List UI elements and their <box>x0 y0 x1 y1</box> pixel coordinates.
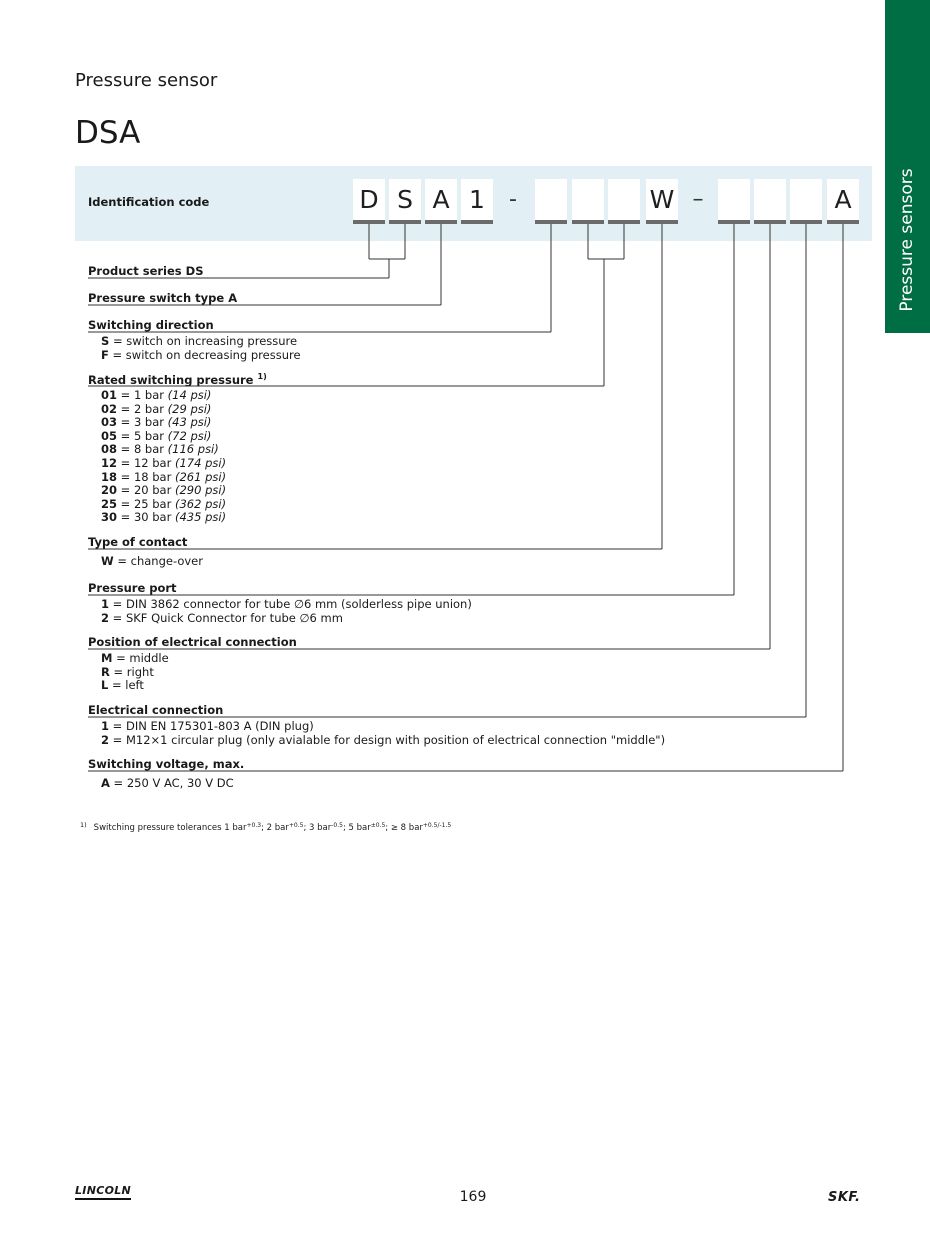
contact-type-list <box>101 555 203 569</box>
page-title: DSA <box>75 115 141 151</box>
code-separator-2: – <box>692 187 704 212</box>
list-item: 2 = M12×1 circular plug (only avialable for design with position of electrical connection "middle") <box>101 732 666 747</box>
code-box-12: A <box>827 179 859 224</box>
list-item: 25 = 25 bar (362 psi) <box>101 496 227 511</box>
footnote: $^{1)}$ Switching pressure tolerances 1 bar$^{+0.3}$; 2 bar$^{+0.5}$; 3 bar$^{-0.5}$; 5 bar$^{\pm 0.5}$; ≥ 8 bar$^{+0.5/-1.5}$ <box>80 821 452 833</box>
connection-position-list <box>101 652 169 693</box>
list-item: A = 250 V AC, 30 V DC <box>101 776 234 790</box>
list-item: 30 = 30 bar (435 psi) <box>101 510 227 525</box>
lincoln-logo: LINCOLN <box>75 1185 131 1200</box>
list-item: 01 = 1 bar (14 psi) <box>101 388 212 402</box>
code-box-1: D <box>353 179 385 224</box>
electrical-connection-list <box>101 720 665 747</box>
switch-type-heading: Pressure switch type A <box>88 291 238 305</box>
pressure-port-heading: Pressure port <box>88 581 177 595</box>
code-box-2: S <box>389 179 421 224</box>
list-item: S = switch on increasing pressure <box>101 334 298 348</box>
page-subtitle: Pressure sensor <box>75 70 218 91</box>
list-item: 2 = SKF Quick Connector for tube ∅6 mm <box>101 610 343 625</box>
pressure-port-list <box>101 598 472 625</box>
identification-code-label: Identification code <box>88 195 210 209</box>
list-item: F = switch on decreasing pressure <box>101 347 301 362</box>
list-item: 1 = DIN EN 175301-803 A (DIN plug) <box>101 719 314 733</box>
skf-logo: SKF. <box>828 1190 861 1205</box>
code-box-8: W <box>646 179 678 224</box>
footnote-reference: 1) <box>257 372 267 381</box>
switching-direction-heading: Switching direction <box>88 318 214 332</box>
code-box-3: A <box>425 179 457 224</box>
list-item: 20 = 20 bar (290 psi) <box>101 483 227 498</box>
switching-voltage-heading: Switching voltage, max. <box>88 757 245 771</box>
list-item: 05 = 5 bar (72 psi) <box>101 428 212 443</box>
code-separator-1: - <box>509 187 517 212</box>
page-number: 169 <box>459 1189 487 1205</box>
connection-position-heading: Position of electrical connection <box>88 635 297 649</box>
list-item: 03 = 3 bar (43 psi) <box>101 415 212 430</box>
list-item: 1 = DIN 3862 connector for tube ∅6 mm (solderless pipe union) <box>101 597 472 611</box>
electrical-connection-heading: Electrical connection <box>88 703 224 717</box>
code-box-4: 1 <box>461 179 493 224</box>
rated-pressure-heading: Rated switching pressure $^{1)}$ <box>88 372 267 387</box>
list-item: 08 = 8 bar (116 psi) <box>101 442 219 457</box>
list-item: M = middle <box>101 651 169 665</box>
switching-direction-list <box>101 335 301 362</box>
list-item: 18 = 18 bar (261 psi) <box>101 469 227 484</box>
list-item: 02 = 2 bar (29 psi) <box>101 401 212 416</box>
rated-pressure-list <box>101 389 226 525</box>
side-tab-label: Pressure sensors <box>897 168 917 312</box>
contact-type-heading: Type of contact <box>88 535 188 549</box>
list-item: 12 = 12 bar (174 psi) <box>101 455 227 470</box>
switching-voltage-list <box>101 777 234 791</box>
list-item: L = left <box>101 678 144 693</box>
list-item: R = right <box>101 664 154 679</box>
list-item: W = change-over <box>101 554 203 568</box>
product-series-heading: Product series DS <box>88 264 204 278</box>
